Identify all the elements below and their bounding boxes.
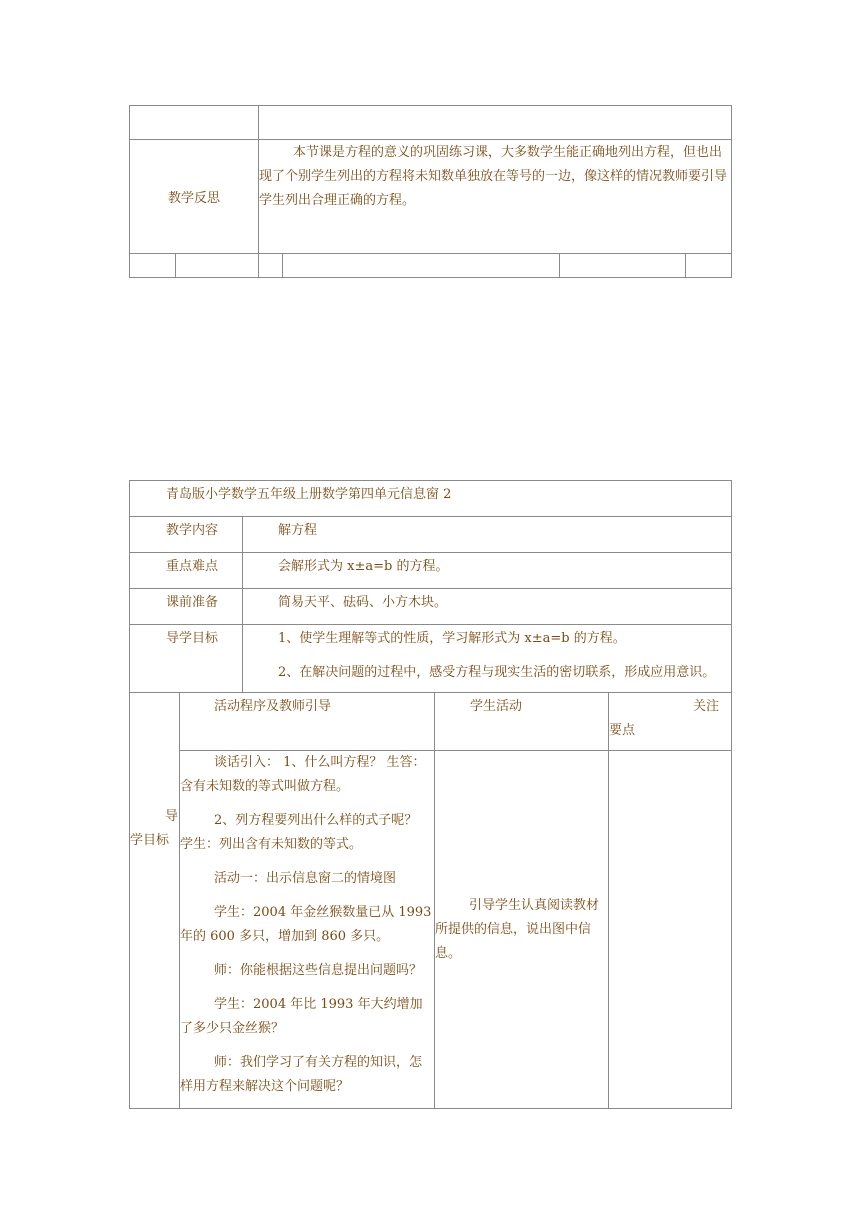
empty-cell [176,254,259,278]
row-label-cell [130,517,243,553]
notes-header-line2: 要点 [609,723,636,738]
procedure-paragraph: 谈话引入： 1、什么叫方程？ 生答：含有未知数的等式叫做方程。 [180,755,426,794]
empty-cell [560,254,686,278]
row-label: 教学内容 [166,523,219,538]
row-value: 解方程 [278,523,318,538]
procedure-paragraph: 师：你能根据这些信息提出问题吗？ [214,963,423,978]
empty-cell [283,254,560,278]
empty-cell [686,254,732,278]
student-header [435,693,609,751]
row-value: 会解形式为 x±a=b 的方程。 [278,559,449,574]
goals-cell [243,625,732,693]
row-label-cell [130,553,243,589]
notes-header-line1: 关注 [693,699,720,714]
notes-cell [609,751,732,1109]
procedure-header-text: 活动程序及教师引导 [214,699,332,714]
procedure-paragraph: 活动一：出示信息窗二的情境图 [214,871,397,886]
procedure-cell [180,751,435,1109]
row-value-cell [243,589,732,625]
row-label-cell [130,589,243,625]
row-label: 课前准备 [166,595,219,610]
reflection-label [130,140,259,254]
row-value: 简易天平、砝码、小方木块。 [278,595,448,610]
side-label-top: 导 [165,809,179,824]
procedure-paragraph: 学生：2004 年金丝猴数量已从 1993 年的 600 多只，增加到 860 多只。 [180,905,432,944]
plan-title: 青岛版小学数学五年级上册数学第四单元信息窗 2 [166,487,452,502]
empty-cell [130,254,176,278]
reflection-text: 本节课是方程的意义的巩固练习课，大多数学生能正确地列出方程，但也出现了个别学生列出的方程将未知数单独放在等号的一边，像这样的情况教师要引导学生列出合理正确的方程。 [259,145,728,208]
student-activity-cell [435,751,609,1109]
student-activity-text: 引导学生认真阅读教材所提供的信息，说出图中信息。 [435,897,600,961]
row-value-cell [243,517,732,553]
goal-item: 1、使学生理解等式的性质，学习解形式为 x±a=b 的方程。 [278,631,626,646]
side-label-bottom: 学目标 [130,833,170,848]
reflection-content [259,140,732,254]
procedure-paragraph: 学生：2004 年比 1993 年大约增加了多少只金丝猴？ [180,997,423,1036]
notes-header [609,693,732,751]
reflection-label-text: 教学反思 [167,191,220,206]
goal-item: 2、在解决问题的过程中，感受方程与现实生活的密切联系，形成应用意识。 [278,665,716,680]
side-label-cell [130,693,180,1109]
reflection-table [129,105,732,278]
procedure-header [180,693,435,751]
empty-cell [130,106,259,140]
plan-title-cell [130,481,732,517]
goals-label-cell [130,625,243,693]
goals-label: 导学目标 [166,631,219,646]
row-label: 重点难点 [166,559,219,574]
empty-cell [259,254,283,278]
procedure-paragraph: 师：我们学习了有关方程的知识，怎样用方程来解决这个问题呢？ [180,1055,423,1094]
procedure-paragraph: 2、列方程要列出什么样的式子呢？ 学生：列出含有未知数的等式。 [180,813,418,852]
student-header-text: 学生活动 [470,699,523,714]
row-value-cell [243,553,732,589]
empty-cell [259,106,732,140]
lesson-plan-table [129,480,732,1109]
